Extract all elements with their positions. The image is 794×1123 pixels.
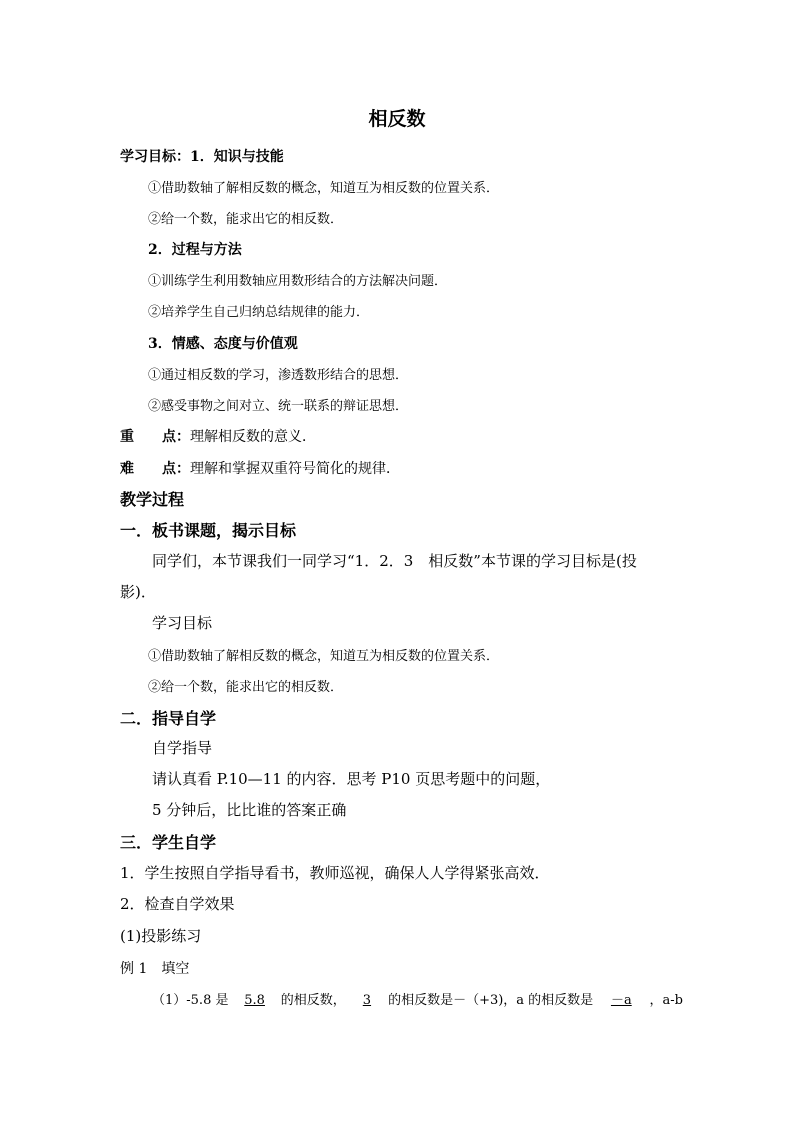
difficult-point-line [120,458,400,478]
goal-emotion-2: ②感受事物之间对立、统一联系的辩证思想． [148,399,409,414]
example-part-1: （1）-5.8 是 [152,993,229,1008]
example-part-3: 的相反数是－（+3)，a 的相反数是 [388,993,594,1008]
answer-blank-1: 5.8 [244,993,265,1008]
section3-item2: 2．检查自学效果 [120,895,235,913]
example-fill-line [152,989,683,1008]
goals-sub-process: 2．过程与方法 [148,242,242,258]
goals-sub-knowledge: 1．知识与技能 [190,149,284,165]
goals-heading: 学习目标： [120,149,190,165]
section3-item1: 1．学生按照自学指导看书，教师巡视，确保人人学得紧张高效． [120,864,550,882]
difficult-point-label: 难 点： [120,461,190,477]
example-part-2: 的相反数， [280,993,346,1008]
goal-knowledge-1: ①借助数轴了解相反数的概念，知道互为相反数的位置关系． [148,181,500,196]
section3-item3: (1)投影练习 [120,927,202,945]
goal-knowledge-2: ②给一个数，能求出它的相反数． [148,212,344,227]
key-point-label: 重 点： [120,429,190,445]
goals-heading-line [120,146,284,166]
example-label: 例 1 填空 [120,961,190,977]
goal-emotion-1: ①通过相反数的学习，渗透数形结合的思想． [148,368,409,383]
section2-line2: 请认真看 P.10—11 的内容．思考 P10 页思考题中的问题， [152,770,551,788]
goal-process-2: ②培养学生自己归纳总结规律的能力． [148,305,370,320]
goals-sub-emotion: 3．情感、态度与价值观 [148,336,298,352]
section1-paragraph-line1: 同学们，本节课我们一同学习“1．2．3 相反数”本节课的学习目标是(投 [152,552,637,570]
section2-line3: 5 分钟后，比比谁的答案正确 [152,801,347,819]
key-point-line [120,426,316,446]
section2-heading: 二．指导自学 [120,709,217,728]
section1-heading: 一．板书课题，揭示目标 [120,521,297,540]
page-title: 相反数 [368,108,426,130]
section3-heading: 三．学生自学 [120,833,217,852]
process-heading: 教学过程 [120,490,185,509]
answer-blank-2: 3 [362,993,372,1008]
example-part-4: ，a-b [649,993,683,1008]
section2-line1: 自学指导 [152,739,213,757]
difficult-point-text: 理解和掌握双重符号简化的规律． [190,461,400,477]
section1-goal-2: ②给一个数，能求出它的相反数． [148,680,344,695]
section1-goal-heading: 学习目标 [152,614,213,632]
goal-process-1: ①训练学生利用数轴应用数形结合的方法解决问题． [148,274,448,289]
key-point-text: 理解相反数的意义． [190,429,316,445]
section1-goal-1: ①借助数轴了解相反数的概念，知道互为相反数的位置关系． [148,649,500,664]
section1-paragraph-line2: 影)． [120,583,156,601]
answer-blank-3: －a [610,993,632,1008]
